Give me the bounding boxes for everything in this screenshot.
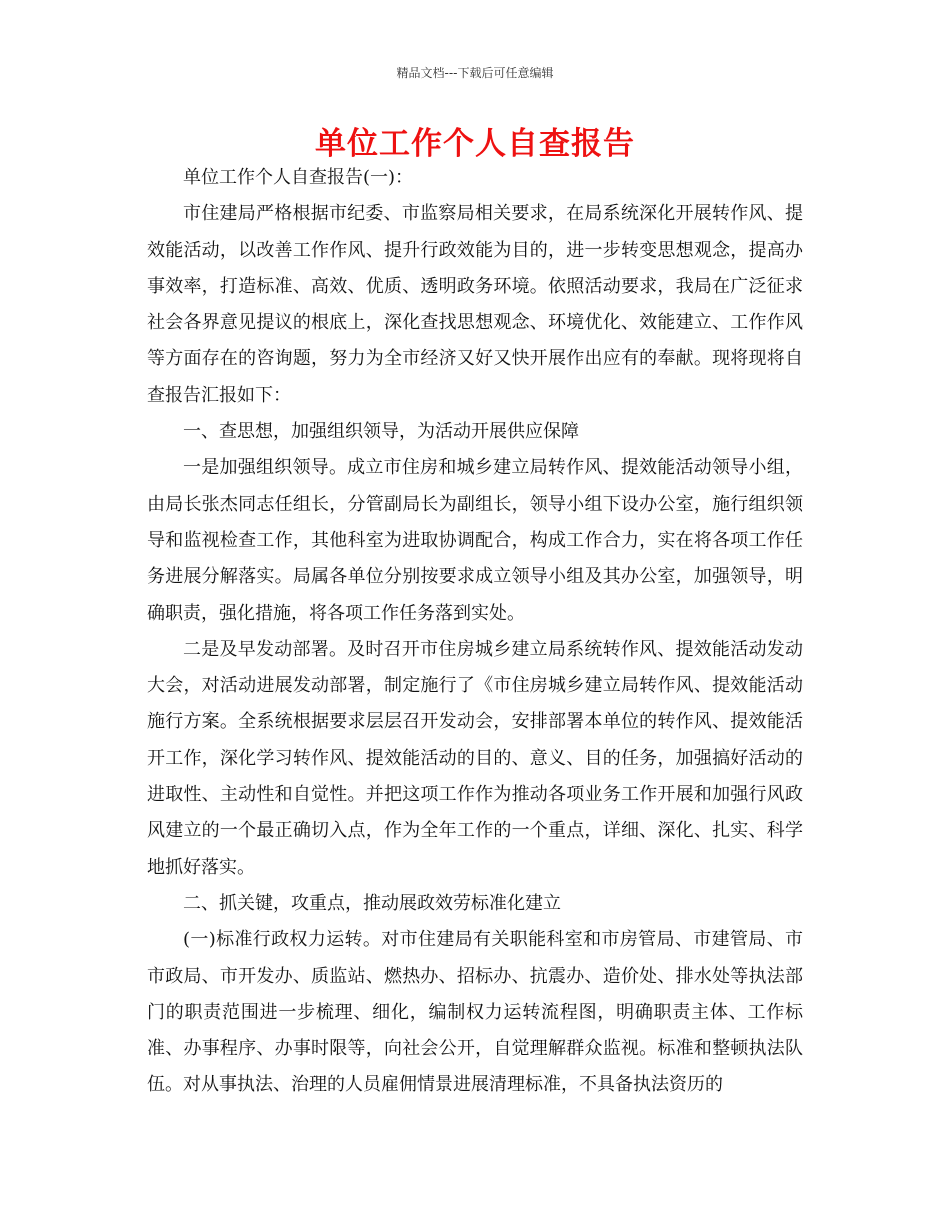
section-heading-2: 二、抓关键，攻重点，推动展政效劳标准化建立 <box>183 892 561 914</box>
paragraph-organization: 一是加强组织领导。成立市住房和城乡建立局转作风、提效能活动领导小组，由局长张杰同志任组长，分管副局长为副组长，领导小组下设办公室，施行组织领导和监视检查工作，其他科室为进取协调配合，构成工作合力，实在将各项工作任务进展分解落实。局属各单位分别按要求成立领导小组及其办公室，加强领导，明确职责，强化措施，将各项工作任务落到实处。 <box>147 457 803 624</box>
paragraph-power-standardization: (一)标准行政权力运转。对市住建局有关职能科室和市房管局、市建管局、市市政局、市开发办、质监站、燃热办、招标办、抗震办、造价处、排水处等执法部门的职责范围进一步梳理、细化，编制权力运转流程图，明确职责主体、工作标准、办事程序、办事时限等，向社会公开，自觉理解群众监视。标准和整顿执法队伍。对从事执法、治理的人员雇佣情景进展清理标准，不具备执法资历的 <box>147 929 803 1096</box>
document-body <box>147 160 803 1104</box>
section-heading-1: 一、查思想，加强组织领导，为活动开展供应保障 <box>183 421 579 443</box>
paragraph-mobilization: 二是及早发动部署。及时召开市住房城乡建立局系统转作风、提效能活动发动大会，对活动进展发动部署，制定施行了《市住房城乡建立局转作风、提效能活动施行方案。全系统根据要求层层召开发动会，安排部署本单位的转作风、提效能活开工作，深化学习转作风、提效能活动的目的、意义、目的任务，加强搞好活动的进取性、主动性和自觉性。并把这项工作作为推动各项业务工作开展和加强行风政风建立的一个最正确切入点，作为全年工作的一个重点，详细、深化、扎实、科学地抓好落实。 <box>147 638 803 878</box>
paragraph-subtitle: 单位工作个人自查报告(一)： <box>183 167 414 188</box>
header-note: 精品文档---下载后可任意编辑 <box>396 66 554 80</box>
document-title: 单位工作个人自查报告 <box>315 126 635 162</box>
paragraph-intro: 市住建局严格根据市纪委、市监察局相关要求，在局系统深化开展转作风、提效能活动，以改善工作作风、提升行政效能为目的，进一步转变思想观念，提高办事效率，打造标准、高效、优质、透明政务环境。依照活动要求，我局在广泛征求社会各界意见提议的根底上，深化查找思想观念、环境优化、效能建立、工作作风等方面存在的咨询题，努力为全市经济又好又快开展作出应有的奉献。现将现将自查报告汇报如下： <box>147 203 803 406</box>
